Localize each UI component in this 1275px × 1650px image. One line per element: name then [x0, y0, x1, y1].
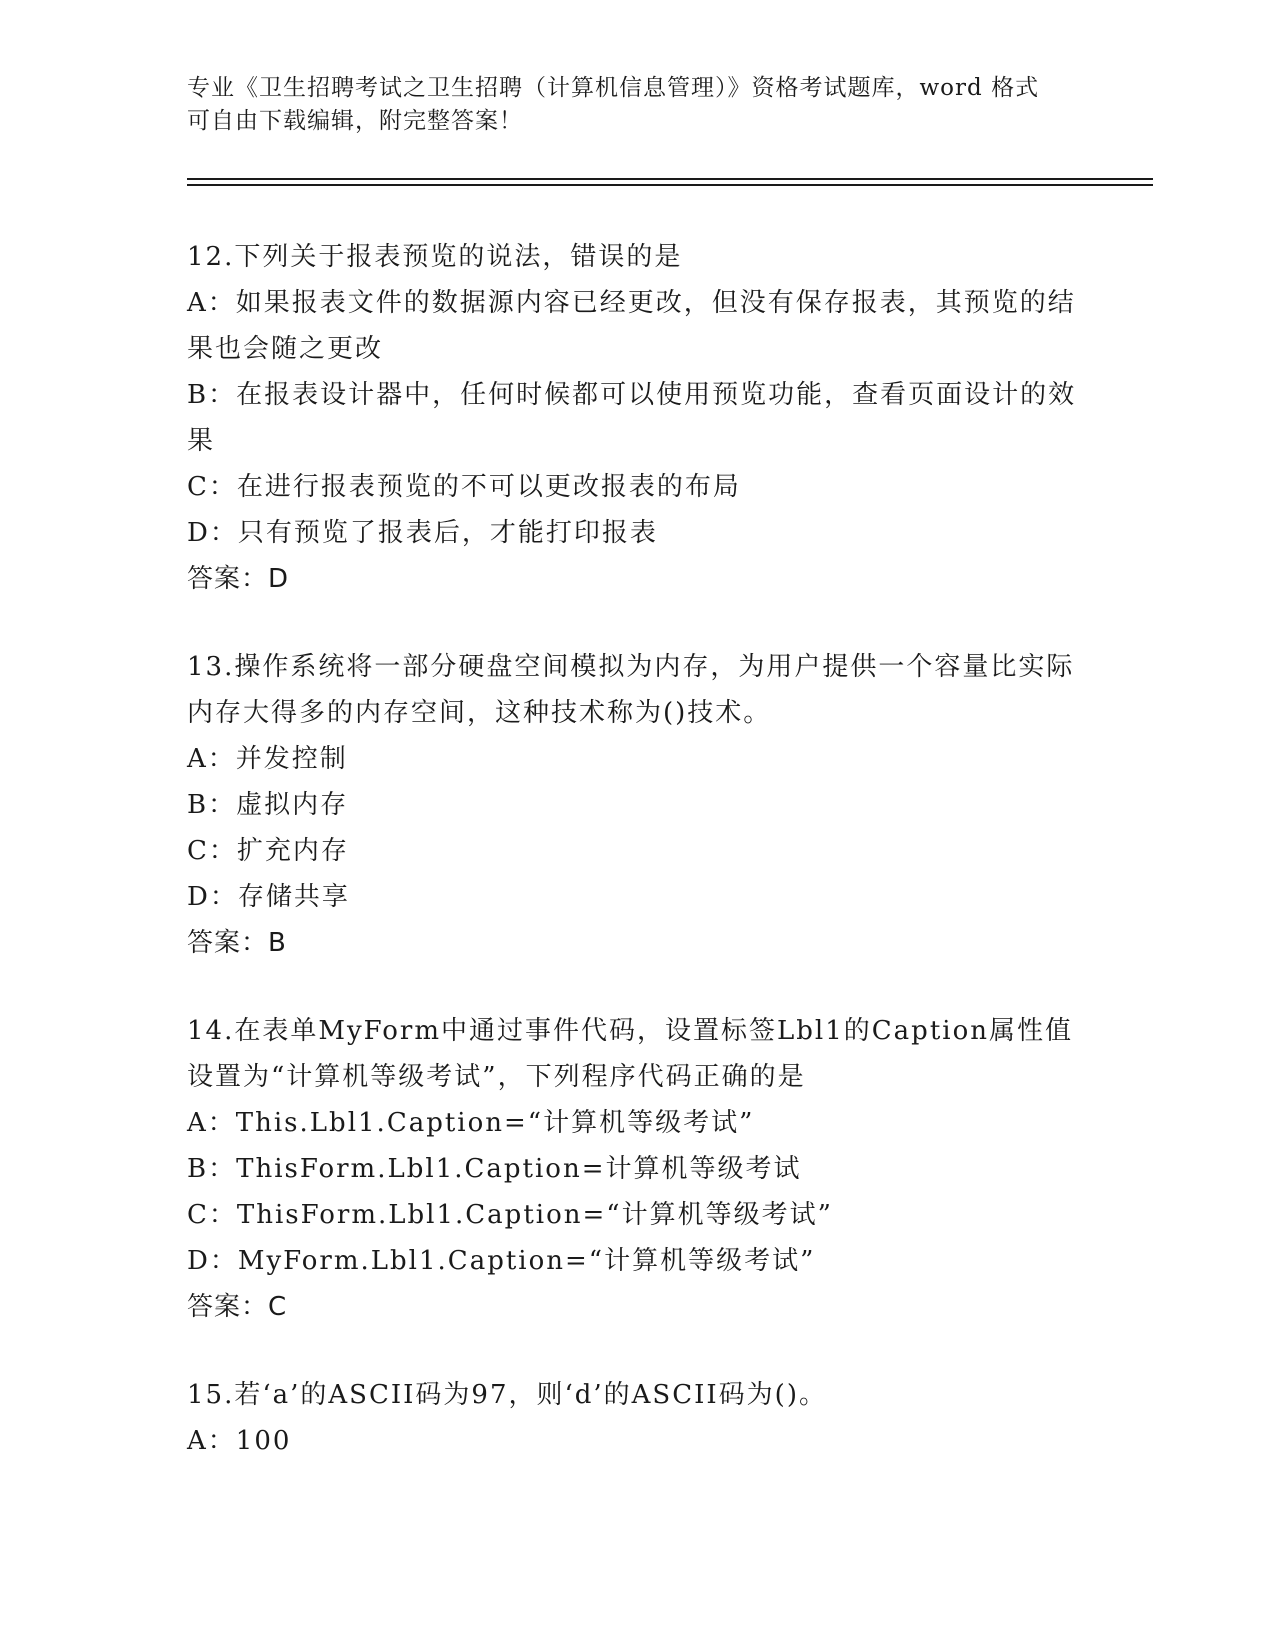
question-stem: 14.在表单MyForm中通过事件代码，设置标签Lbl1的Caption属性值设置为“计算机等级考试”，下列程序代码正确的是: [187, 1016, 1073, 1092]
question-15: [187, 1372, 1087, 1464]
answer-label: 答案：D: [187, 564, 290, 594]
answer-label: 答案：C: [187, 1292, 288, 1322]
option-b: B：虚拟内存: [187, 790, 349, 820]
question-stem: 13.操作系统将一部分硬盘空间模拟为内存，为用户提供一个容量比实际内存大得多的内存空间，这种技术称为()技术。: [187, 652, 1075, 728]
question-12: [187, 234, 1087, 602]
option-a: A：100: [187, 1426, 292, 1456]
question-13: [187, 644, 1087, 966]
option-b: B：ThisForm.Lbl1.Caption=计算机等级考试: [187, 1154, 802, 1184]
option-a: A：并发控制: [187, 744, 348, 774]
question-stem: 15.若‘a’的ASCII码为97，则‘d’的ASCII码为()。: [187, 1380, 827, 1410]
option-d: D：存储共享: [187, 882, 350, 912]
question-stem: 12.下列关于报表预览的说法，错误的是: [187, 242, 683, 272]
option-b: B：在报表设计器中，任何时候都可以使用预览功能，查看页面设计的效果: [187, 380, 1077, 456]
option-c: C：ThisForm.Lbl1.Caption=“计算机等级考试”: [187, 1200, 833, 1230]
question-list: [187, 234, 1087, 1506]
header-line-2: 可自由下载编辑，附完整答案！: [187, 108, 523, 134]
option-a: A：如果报表文件的数据源内容已经更改，但没有保存报表，其预览的结果也会随之更改: [187, 288, 1076, 364]
header-line-1: 专业《卫生招聘考试之卫生招聘（计算机信息管理）》资格考试题库，word 格式: [187, 75, 1040, 101]
document-header: [187, 72, 1107, 138]
option-c: C：扩充内存: [187, 836, 349, 866]
option-a: A：This.Lbl1.Caption=“计算机等级考试”: [187, 1108, 755, 1138]
question-14: [187, 1008, 1087, 1330]
header-divider-top: [187, 178, 1153, 180]
option-d: D：只有预览了报表后，才能打印报表: [187, 518, 658, 548]
option-d: D：MyForm.Lbl1.Caption=“计算机等级考试”: [187, 1246, 816, 1276]
header-divider-bottom: [187, 184, 1153, 186]
option-c: C：在进行报表预览的不可以更改报表的布局: [187, 472, 741, 502]
answer-label: 答案：B: [187, 928, 287, 958]
